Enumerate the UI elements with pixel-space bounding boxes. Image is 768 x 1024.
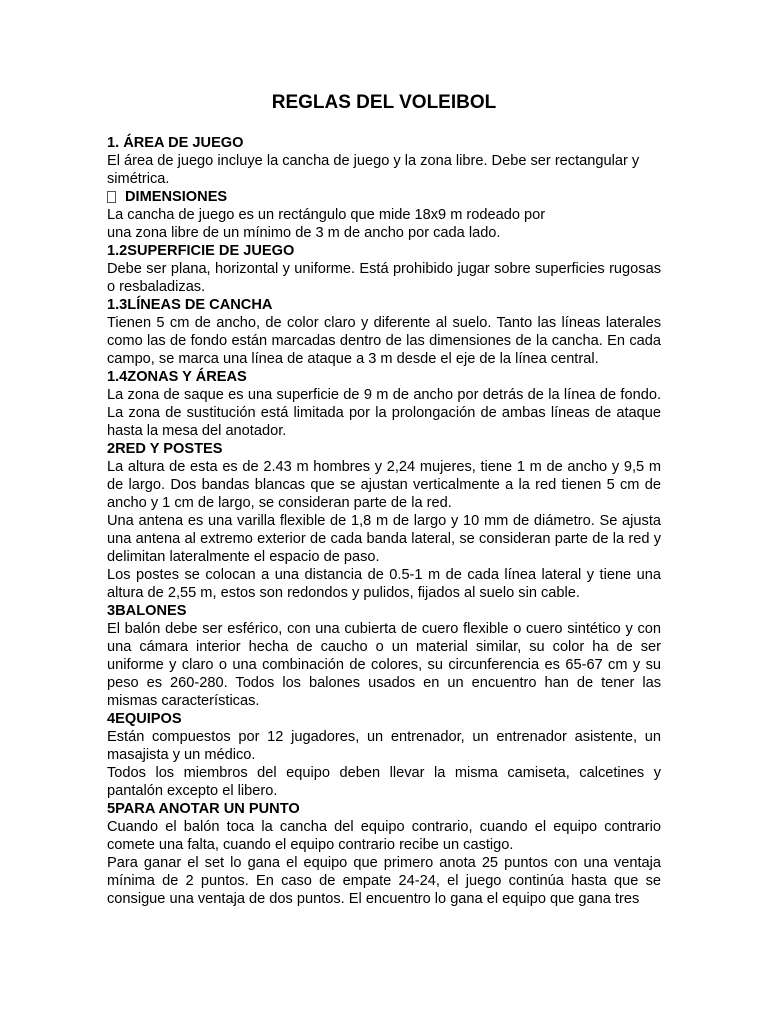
bullet-box-icon — [107, 191, 116, 203]
section-text: El área de juego incluye la cancha de juego y la zona libre. Debe ser rectangular y simétrica. — [107, 153, 640, 187]
section-red-y-postes — [107, 440, 661, 602]
section-heading: 3BALONES — [107, 603, 187, 619]
section-heading: 1. ÁREA DE JUEGO — [107, 135, 244, 151]
section-superficie-de-juego — [107, 242, 661, 296]
section-text: El balón debe ser esférico, con una cubierta de cuero flexible o cuero sintético y con una cámara interior hecha de caucho o un material similar, su color ha de ser uniforme y claro o una combinación de colores, su circunferencia es 65-67 cm y su peso es 260-280. Todos los balones usados en un encuentro han de tener las mismas características. — [107, 621, 661, 709]
section-equipos — [107, 710, 661, 800]
section-text: Están compuestos por 12 jugadores, un entrenador, un entrenador asistente, un masajista y un médico. — [107, 729, 661, 763]
section-text: Para ganar el set lo gana el equipo que primero anota 25 puntos con una ventaja mínima de 2 puntos. En caso de empate 24-24, el juego continúa hasta que se consigue una ventaja de dos puntos. El encuentro lo gana el equipo que gana tres — [107, 855, 661, 907]
section-anotar-un-punto — [107, 800, 661, 908]
section-text: Los postes se colocan a una distancia de 0.5-1 m de cada línea lateral y tiene una altura de 2,55 m, estos son redondos y pulidos, fijados al suelo sin cable. — [107, 567, 661, 601]
section-text: La altura de esta es de 2.43 m hombres y 2,24 mujeres, tiene 1 m de ancho y 9,5 m de largo. Dos bandas blancas que se ajustan verticalmente a la red tienen 5 cm de ancho y 1 cm de largo, se consideran parte de la red. — [107, 459, 661, 511]
section-text: La zona de saque es una superficie de 9 m de ancho por detrás de la línea de fondo. La zona de sustitución está limitada por la prolongación de ambas líneas de ataque hasta la mesa del anotador. — [107, 387, 661, 439]
section-heading: 1.4ZONAS Y ÁREAS — [107, 369, 247, 385]
section-balones — [107, 602, 661, 710]
section-zonas-y-areas — [107, 368, 661, 440]
section-area-de-juego — [107, 134, 661, 188]
section-heading — [107, 188, 661, 206]
section-heading: 1.2SUPERFICIE DE JUEGO — [107, 243, 295, 259]
section-text: Tienen 5 cm de ancho, de color claro y diferente al suelo. Tanto las líneas laterales como las de fondo están marcadas dentro de las dimensiones de la cancha. En cada campo, se marca una línea de ataque a 3 m desde el eje de la línea central. — [107, 315, 661, 367]
section-heading: 1.3LÍNEAS DE CANCHA — [107, 297, 273, 313]
section-text: Cuando el balón toca la cancha del equipo contrario, cuando el equipo contrario comete una falta, cuando el equipo contrario recibe un castigo. — [107, 819, 661, 853]
section-text: Debe ser plana, horizontal y uniforme. Está prohibido jugar sobre superficies rugosas o resbaladizas. — [107, 261, 661, 295]
section-heading: 2RED Y POSTES — [107, 441, 223, 457]
document-title: REGLAS DEL VOLEIBOL — [271, 92, 497, 113]
section-text: Todos los miembros del equipo deben llevar la misma camiseta, calcetines y pantalón excepto el libero. — [107, 765, 661, 799]
section-heading: 5PARA ANOTAR UN PUNTO — [107, 801, 300, 817]
section-lineas-de-cancha — [107, 296, 661, 368]
section-text: Una antena es una varilla flexible de 1,8 m de largo y 10 mm de diámetro. Se ajusta una antena al extremo exterior de cada banda lateral, se consideran parte de la red y delimitan lateralmente el espacio de paso. — [107, 513, 661, 565]
section-heading: 4EQUIPOS — [107, 711, 182, 727]
section-text: La cancha de juego es un rectángulo que mide 18x9 m rodeado por — [107, 207, 546, 223]
section-heading-label: DIMENSIONES — [125, 189, 228, 205]
document-page — [107, 92, 661, 908]
section-dimensiones — [107, 188, 661, 242]
section-text: una zona libre de un mínimo de 3 m de ancho por cada lado. — [107, 225, 501, 241]
